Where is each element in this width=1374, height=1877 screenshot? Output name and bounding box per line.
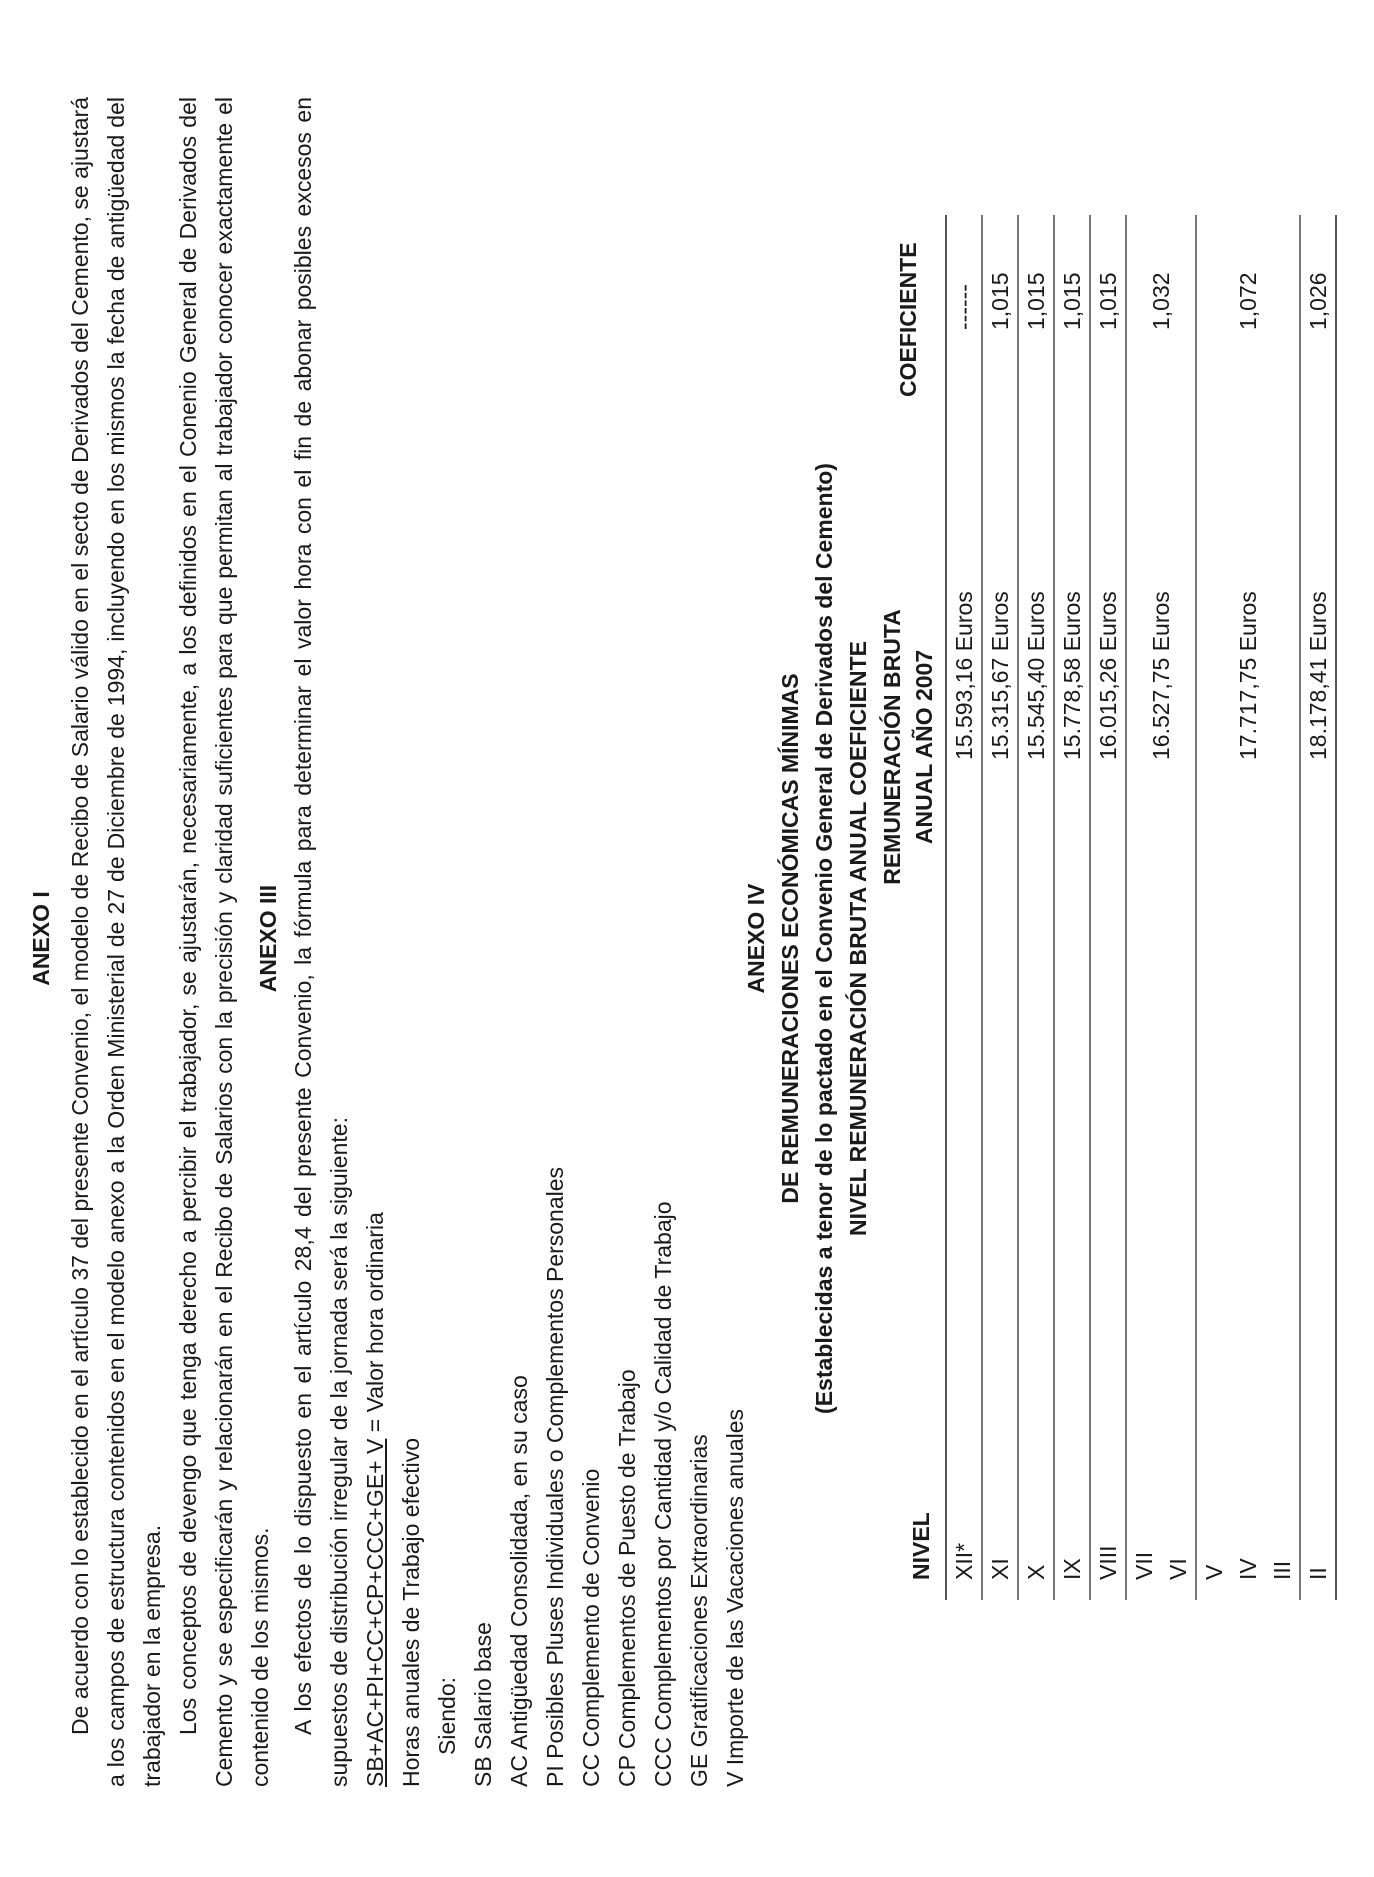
cell-remuneracion: 15.315,67 Euros xyxy=(987,591,1013,760)
col-header-remuneracion xyxy=(876,577,940,917)
definition-v: V Importe de las Vacaciones anuales xyxy=(722,1408,748,1787)
anexo1-para1-first: De acuerdo con lo establecido en el artículo 37 del presente Convenio, el modelo de Recibo de Salario válido en el secto de Derivados del Cemento, se ajustará xyxy=(67,97,93,1735)
cell-coeficiente: 1,032 xyxy=(1148,272,1174,330)
cell-nivel: VIII xyxy=(1095,1545,1121,1580)
anexo1-title: ANEXO I xyxy=(28,891,54,986)
anexo4-subtitle: DE REMUNERACIONES ECONÓMICAS MÍNIMAS xyxy=(777,673,803,1204)
cell-remuneracion: 16.015,26 Euros xyxy=(1095,591,1121,760)
siendo-label: Siendo: xyxy=(434,1676,460,1755)
cell-coeficiente: 1,015 xyxy=(1059,272,1085,330)
anexo1-para1-rest: a los campos de estructura contenidos en el modelo anexo a la Orden Ministerial de 27 de Diciembre de 1994, incluyendo en los mismos la fecha de antigüedad del trabajador en la empresa. xyxy=(103,97,165,1787)
table-row xyxy=(1299,215,1335,1600)
col-header-rem-line2: ANUAL AÑO 2007 xyxy=(911,649,937,845)
cell-nivel: V xyxy=(1201,1564,1227,1580)
cell-nivel: XII* xyxy=(951,1542,977,1580)
cell-coeficiente: 1,015 xyxy=(1023,272,1049,330)
table-row xyxy=(945,215,981,1600)
anexo3-paragraph xyxy=(285,97,357,1787)
cell-coeficiente: 1,026 xyxy=(1305,272,1331,330)
anexo1-para2-first: Los conceptos de devengo que tenga derecho a percibir el trabajador, se ajustarán, necesariamente, a los definidos en el Conenio General de Derivados del xyxy=(175,97,201,1735)
anexo1-para2-rest: Cemento y se especificarán y relacionarán en el Recibo de Salarios con la precisión y claridad suficientes para que permitan al trabajador conocer exactamente el contenido de los mismos. xyxy=(211,97,273,1787)
anexo3-para-rest: de distribución irregular de la jornada será la siguiente: xyxy=(326,1117,352,1676)
cell-remuneracion: 15.593,16 Euros xyxy=(951,591,977,760)
definition-sb: SB Salario base xyxy=(470,1622,496,1787)
definition-cp: CP Complementos de Puesto de Trabajo xyxy=(614,1369,640,1787)
definition-ac: AC Antigüedad Consolidada, en su caso xyxy=(506,1375,532,1787)
anexo3-title: ANEXO III xyxy=(255,884,281,993)
col-header-nivel: NIVEL xyxy=(908,1512,934,1580)
table-row xyxy=(1017,215,1053,1600)
table-bottom-rule xyxy=(1335,215,1337,1600)
cell-coeficiente: ------ xyxy=(951,284,977,330)
table-row xyxy=(981,215,1017,1600)
col-header-coeficiente: COEFICIENTE xyxy=(895,242,921,397)
table-row xyxy=(1195,215,1299,1600)
anexo4-established: (Establecidas a tenor de lo pactado en el Convenio General de Derivados del Cemento) xyxy=(811,463,837,1414)
formula-numerator: SB+AC+PI+CC+CP+CCC+GE+ V xyxy=(362,1438,388,1787)
table-row xyxy=(1125,215,1195,1600)
cell-remuneracion: 16.527,75 Euros xyxy=(1148,591,1174,760)
remuneraciones-table xyxy=(945,215,1335,1600)
formula-denominator: Horas anuales de Trabajo efectivo xyxy=(398,1437,424,1787)
table-row xyxy=(1089,215,1125,1600)
cell-nivel-2: VI xyxy=(1165,1558,1191,1580)
definition-ccc: CCC Complementos por Cantidad y/o Calidad de Trabajo xyxy=(650,1201,676,1787)
definition-cc: CC Complemento de Convenio xyxy=(578,1468,604,1787)
col-header-rem-line1: REMUNERACIÓN BRUTA xyxy=(879,609,905,885)
formula-result: = Valor hora ordinaria xyxy=(362,1212,388,1439)
anexo4-title: ANEXO IV xyxy=(743,883,769,994)
cell-nivel-3: III xyxy=(1269,1560,1295,1580)
cell-nivel: IX xyxy=(1059,1558,1085,1580)
cell-remuneracion: 17.717,75 Euros xyxy=(1235,591,1261,760)
cell-coeficiente: 1,015 xyxy=(1095,272,1121,330)
cell-nivel: XI xyxy=(987,1558,1013,1580)
cell-coeficiente: 1,072 xyxy=(1235,272,1261,330)
formula-line xyxy=(357,1212,393,1787)
table-row xyxy=(1053,215,1089,1600)
anexo3-para-first: A los efectos de lo dispuesto en el artículo 28,4 del presente Convenio, la fórmula para determinar el valor hora con el fin de abonar posibles excesos en supuestos xyxy=(290,97,352,1787)
cell-nivel: X xyxy=(1023,1564,1049,1580)
definition-ge: GE Gratificaciones Extraordinarias xyxy=(686,1434,712,1787)
cell-nivel-2: IV xyxy=(1235,1558,1261,1580)
cell-remuneracion: 15.545,40 Euros xyxy=(1023,591,1049,760)
cell-remuneracion: 15.778,58 Euros xyxy=(1059,591,1085,760)
anexo1-paragraph-1 xyxy=(62,97,170,1787)
definition-pi: PI Posibles Pluses Individuales o Complementos Personales xyxy=(542,1166,568,1787)
anexo4-header-line: NIVEL REMUNERACIÓN BRUTA ANUAL COEFICIENTE xyxy=(845,640,871,1237)
cell-nivel: VII xyxy=(1131,1551,1157,1580)
cell-remuneracion: 18.178,41 Euros xyxy=(1305,591,1331,760)
cell-nivel: II xyxy=(1305,1567,1331,1580)
cell-coeficiente: 1,015 xyxy=(987,272,1013,330)
